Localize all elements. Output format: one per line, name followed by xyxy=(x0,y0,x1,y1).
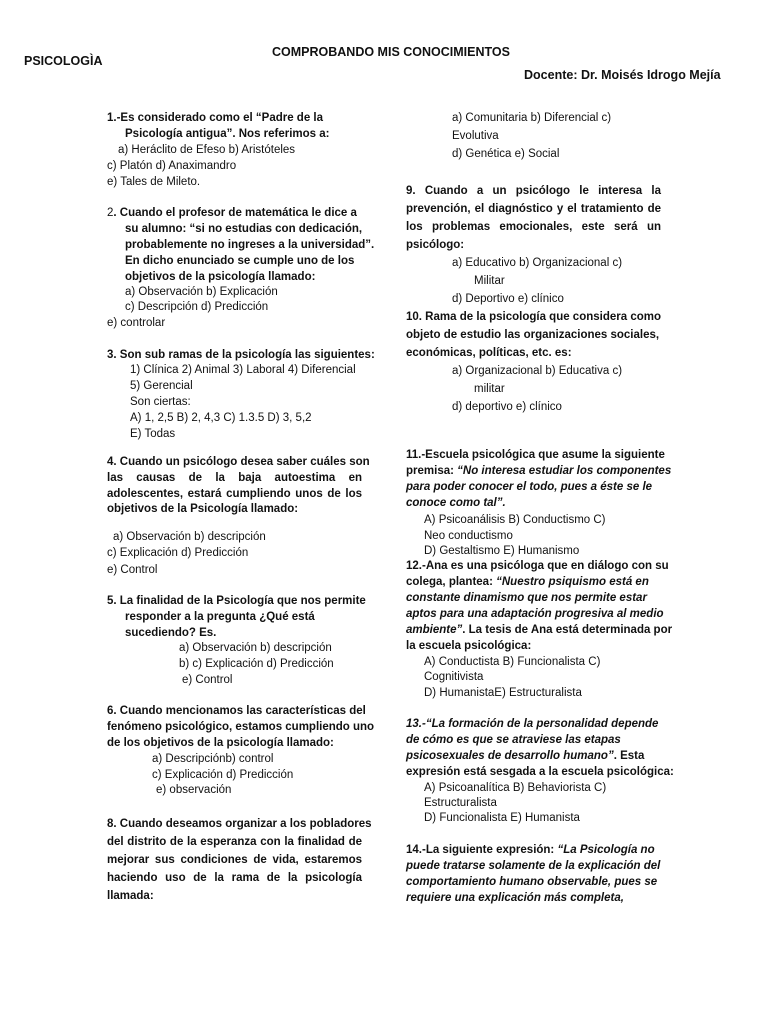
question-12-line-4: aptos para una adaptación progresiva al medio xyxy=(406,608,664,620)
question-1-line-1: 1.-Es considerado como el “Padre de la xyxy=(107,112,324,124)
question-8-line-3: mejorar sus condiciones de vida, estaremos xyxy=(107,854,362,866)
question-9-option: a) Educativo b) Organizacional c) xyxy=(452,257,623,269)
question-3-option: E) Todas xyxy=(130,428,176,440)
question-8-line-4: haciendo uso de la rama de la psicología xyxy=(107,872,362,884)
question-8-line-2: del distrito de la esperanza con la finalidad de xyxy=(107,836,362,848)
question-8-line-5: llamada: xyxy=(107,890,154,902)
question-2-number: 2 xyxy=(107,207,114,219)
question-13-option: D) Funcionalista E) Humanista xyxy=(424,812,580,824)
question-3-option: A) 1, 2,5 B) 2, 4,3 C) 1.3.5 D) 3, 5,2 xyxy=(130,412,312,424)
question-2-line-5: objetivos de la psicología llamado: xyxy=(125,271,316,283)
question-3-line-1: 3. Son sub ramas de la psicología las siguientes: xyxy=(107,349,375,361)
question-9-line-4: psicólogo: xyxy=(406,239,465,251)
question-13-number: 13.- xyxy=(406,718,426,730)
question-10-line-2: objeto de estudio las organizaciones sociales, xyxy=(406,329,660,341)
question-14-line-4: requiere una explicación más completa, xyxy=(406,892,624,904)
question-4-line-2: las causas de la baja autoestima en xyxy=(107,472,362,484)
question-6-line-3: de los objetivos de la psicología llamado: xyxy=(107,737,334,749)
teacher-name: Docente: Dr. Moisés Idrogo Mejía xyxy=(524,68,721,82)
question-10-option: militar xyxy=(474,383,505,395)
question-11-line-2 xyxy=(406,463,671,479)
question-12-line-6: la escuela psicológica: xyxy=(406,640,532,652)
question-1-option: c) Platón d) Anaximandro xyxy=(107,160,237,172)
question-6-option: e) observación xyxy=(156,784,232,796)
question-2-line-2: su alumno: “si no estudias con dedicación, xyxy=(125,223,363,235)
question-5-option: e) Control xyxy=(182,674,233,686)
question-11-line-3: para poder conocer el todo, pues a éste se le xyxy=(406,481,653,493)
question-3-option: 5) Gerencial xyxy=(130,380,193,392)
question-12-option: D) HumanistaE) Estructuralista xyxy=(424,687,582,699)
question-6-line-2: fenómeno psicológico, estamos cumpliendo uno xyxy=(107,721,375,733)
question-12-line-3: constante dinamismo que nos permite estar xyxy=(406,592,647,604)
question-9-option: Militar xyxy=(474,275,505,287)
question-13-quote-end: psicosexuales de desarrollo humano” xyxy=(406,750,614,762)
page-title: COMPROBANDO MIS CONOCIMIENTOS xyxy=(272,45,510,59)
question-12-line-2 xyxy=(406,574,649,590)
question-12-line-5-text: . La tesis de Ana está determinada por xyxy=(462,624,673,636)
question-13-line-4: expresión está sesgada a la escuela psicológica: xyxy=(406,766,674,778)
question-9-line-1: 9. Cuando a un psicólogo le interesa la xyxy=(406,185,661,197)
question-9-option: d) Deportivo e) clínico xyxy=(452,293,564,305)
question-10-line-3: económicas, políticas, etc. es: xyxy=(406,347,572,359)
question-11-line-4: conoce como tal”. xyxy=(406,497,506,509)
subject-label: PSICOLOGÌA xyxy=(24,54,103,68)
question-3-option: Son ciertas: xyxy=(130,396,191,408)
question-8-option: a) Comunitaria b) Diferencial c) xyxy=(452,112,612,124)
question-10-option: a) Organizacional b) Educativa c) xyxy=(452,365,623,377)
question-11-quote: “No interesa estudiar los componentes xyxy=(457,465,672,477)
question-13-line-2: de cómo es que se atraviese las etapas xyxy=(406,734,621,746)
question-14-quote: “La Psicología no xyxy=(557,844,655,856)
question-12-line-1: 12.-Ana es una psicóloga que en diálogo con su xyxy=(406,560,669,572)
question-12-line-5 xyxy=(406,622,672,638)
question-12-option: A) Conductista B) Funcionalista C) xyxy=(424,656,601,668)
question-2-option: e) controlar xyxy=(107,317,166,329)
question-13-line-3 xyxy=(406,748,644,764)
question-2-line-1 xyxy=(107,205,357,221)
question-5-line-2: responder a la pregunta ¿Qué está xyxy=(125,611,315,623)
question-8-option: d) Genética e) Social xyxy=(452,148,560,160)
question-9-line-3: los problemas emocionales, este será un xyxy=(406,221,661,233)
question-9-line-2: prevención, el diagnóstico y el tratamiento de xyxy=(406,203,661,215)
question-11-option: D) Gestaltismo E) Humanismo xyxy=(424,545,580,557)
question-4-option: e) Control xyxy=(107,564,158,576)
question-6-option: c) Explicación d) Predicción xyxy=(152,769,294,781)
question-2-option: c) Descripción d) Predicción xyxy=(125,301,269,313)
question-5-option: b) c) Explicación d) Predicción xyxy=(179,658,334,670)
question-14-line-1 xyxy=(406,842,655,858)
question-11-line-2-label: premisa: xyxy=(406,465,458,477)
question-1-option: a) Heráclito de Efeso b) Aristóteles xyxy=(118,144,296,156)
question-2-line-3: probablemente no ingreses a la universidad”. xyxy=(125,239,375,251)
question-10-line-1: 10. Rama de la psicología que considera como xyxy=(406,311,661,323)
question-5-option: a) Observación b) descripción xyxy=(179,642,332,654)
question-4-option: a) Observación b) descripción xyxy=(113,531,266,543)
question-13-option: A) Psicoanalítica B) Behaviorista C) xyxy=(424,782,607,794)
question-13-quote: “La formación de la personalidad depende xyxy=(425,718,659,730)
question-1-line-2: Psicología antigua”. Nos referimos a: xyxy=(125,128,330,140)
question-6-option: a) Descripciónb) control xyxy=(152,753,274,765)
question-13-line-3-text: . Esta xyxy=(613,750,645,762)
question-12-quote-end: ambiente” xyxy=(406,624,463,636)
question-11-option: A) Psicoanálisis B) Conductismo C) xyxy=(424,514,606,526)
question-14-line-2: puede tratarse solamente de la explicación del xyxy=(406,860,661,872)
question-14-line-1-label: 14.-La siguiente expresión: xyxy=(406,844,558,856)
question-6-line-1: 6. Cuando mencionamos las características del xyxy=(107,705,366,717)
question-13-line-1 xyxy=(406,716,658,732)
question-3-option: 1) Clínica 2) Animal 3) Laboral 4) Diferencial xyxy=(130,364,356,376)
question-12-line-2-label: colega, plantea: xyxy=(406,576,497,588)
question-8-line-1: 8. Cuando deseamos organizar a los pobladores xyxy=(107,818,372,830)
question-2-line-1-text: . Cuando el profesor de matemática le dice a xyxy=(113,207,357,219)
question-2-line-4: En dicho enunciado se cumple uno de los xyxy=(125,255,355,267)
question-11-line-1: 11.-Escuela psicológica que asume la siguiente xyxy=(406,449,665,461)
question-12-quote: “Nuestro psiquismo está en xyxy=(496,576,649,588)
question-5-line-1: 5. La finalidad de la Psicología que nos permite xyxy=(107,595,366,607)
question-8-option: Evolutiva xyxy=(452,130,499,142)
question-5-line-3: sucediendo? Es. xyxy=(125,627,217,639)
question-14-line-3: comportamiento humano observable, pues se xyxy=(406,876,658,888)
question-4-option: c) Explicación d) Predicción xyxy=(107,547,249,559)
question-13-option: Estructuralista xyxy=(424,797,497,809)
question-10-option: d) deportivo e) clínico xyxy=(452,401,562,413)
question-2-option: a) Observación b) Explicación xyxy=(125,286,278,298)
question-4-line-3: adolescentes, estará cumpliendo unos de los xyxy=(107,488,362,500)
question-1-option: e) Tales de Mileto. xyxy=(107,176,201,188)
question-4-line-4: objetivos de la Psicología llamado: xyxy=(107,503,299,515)
question-11-option: Neo conductismo xyxy=(424,530,513,542)
question-4-line-1: 4. Cuando un psicólogo desea saber cuáles son xyxy=(107,456,370,468)
question-12-option: Cognitivista xyxy=(424,671,484,683)
